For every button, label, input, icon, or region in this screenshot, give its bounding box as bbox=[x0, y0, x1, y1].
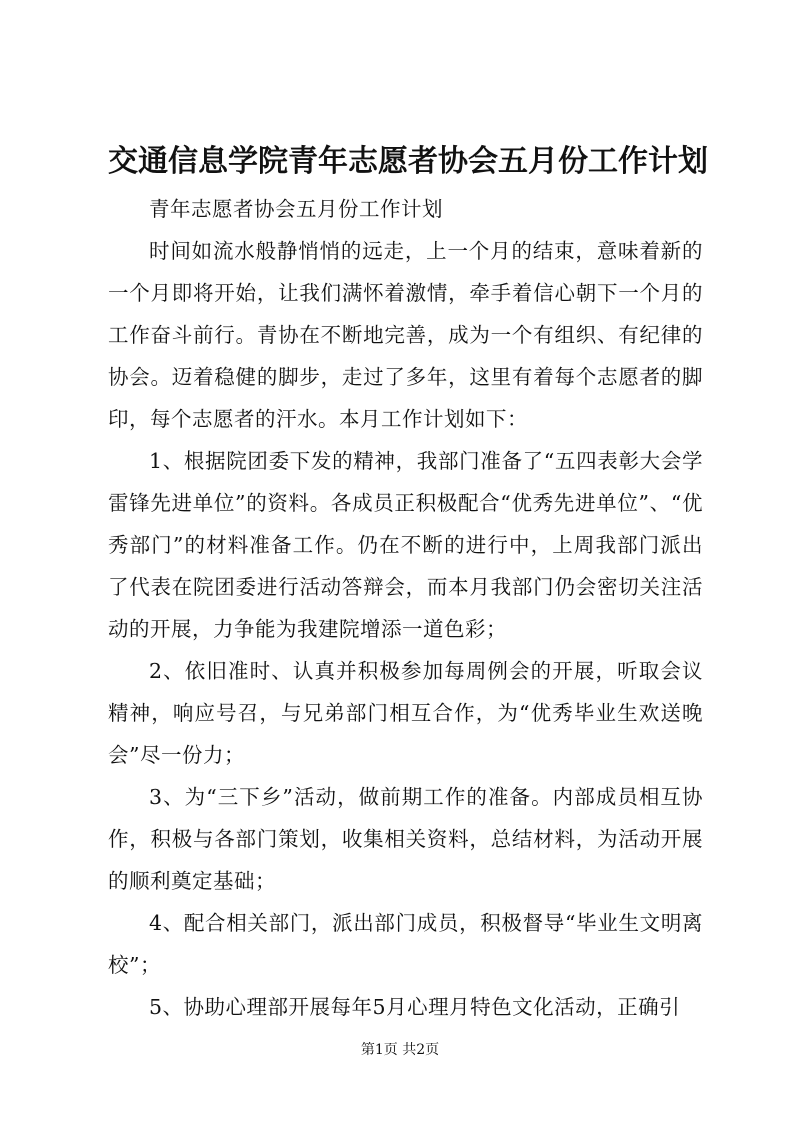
plan-item-2: 2、依旧准时、认真并积极参加每周例会的开展，听取会议精神，响应号召，与兄弟部门相互合作，为“优秀毕业生欢送晚会”尽一份力； bbox=[108, 659, 703, 767]
subtitle-paragraph: 青年志愿者协会五月份工作计划 bbox=[149, 197, 443, 221]
plan-item-1: 1、根据院团委下发的精神，我部门准备了“五四表彰大会学雷锋先进单位”的资料。各成员正积极配合“优秀先进单位”、“优秀部门”的材料准备工作。仍在不断的进行中，上周我部门派出了代表在院团委进行活动答辩会，而本月我部门仍会密切关注活动的开展，力争能为我建院增添一道色彩； bbox=[108, 449, 703, 641]
page-footer: 第1页 共2页 bbox=[360, 1042, 440, 1058]
document-body bbox=[108, 188, 703, 1028]
plan-item-3: 3、为“三下乡”活动，做前期工作的准备。内部成员相互协作，积极与各部门策划，收集相关资料，总结材料，为活动开展的顺利奠定基础； bbox=[108, 785, 703, 893]
plan-item-4: 4、配合相关部门，派出部门成员，积极督导“毕业生文明离校”； bbox=[108, 911, 703, 977]
intro-paragraph: 时间如流水般静悄悄的远走，上一个月的结束，意味着新的一个月即将开始，让我们满怀着激情，牵手着信心朝下一个月的工作奋斗前行。青协在不断地完善，成为一个有组织、有纪律的协会。迈着稳健的脚步，走过了多年，这里有着每个志愿者的脚印，每个志愿者的汗水。本月工作计划如下： bbox=[108, 239, 703, 431]
plan-item-5: 5、协助心理部开展每年5月心理月特色文化活动，正确引 bbox=[149, 995, 681, 1019]
document-title: 交通信息学院青年志愿者协会五月份工作计划 bbox=[108, 144, 708, 179]
